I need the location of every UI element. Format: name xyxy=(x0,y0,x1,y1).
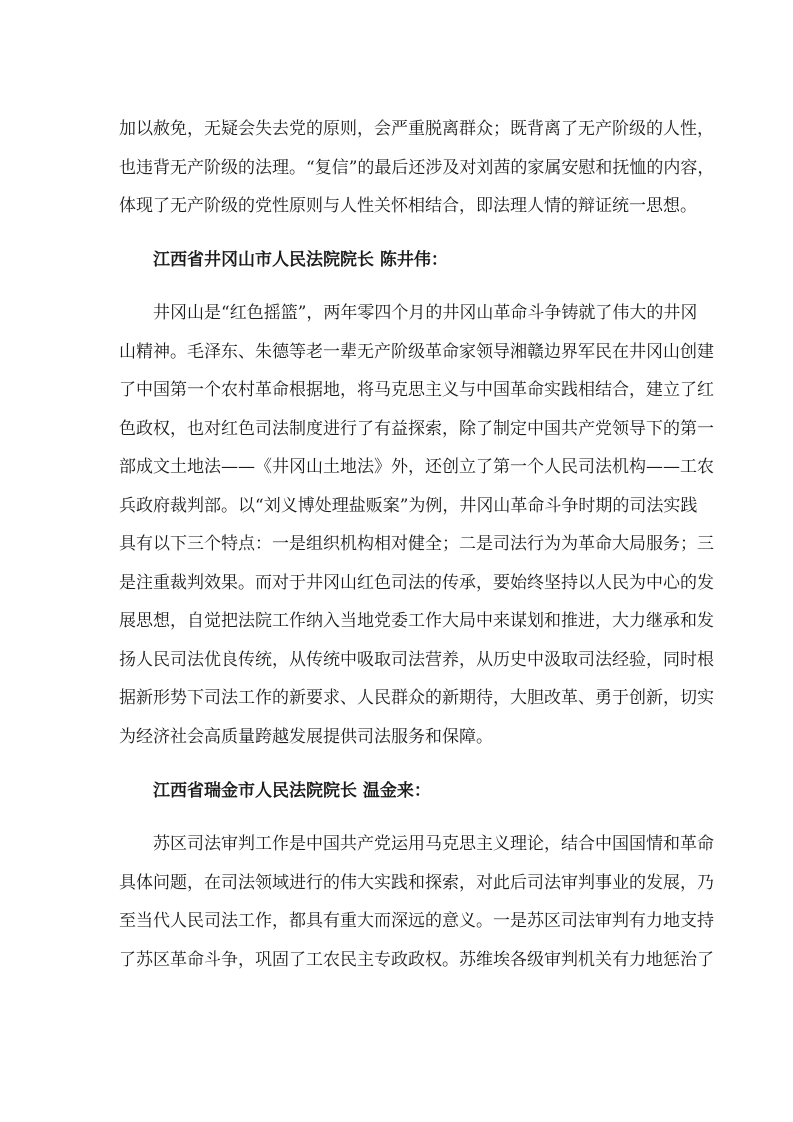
paragraph-line: 山精神。毛泽东、朱德等老一辈无产阶级革命家领导湘赣边界军民在井冈山创建 xyxy=(119,342,714,362)
paragraph-line: 了中国第一个农村革命根据地，将马克思主义与中国革命实践相结合，建立了红 xyxy=(119,380,714,400)
paragraph-line: 苏区司法审判工作是中国共产党运用马克思主义理论，结合中国国情和革命 xyxy=(153,834,714,854)
paragraph-line: 部成文土地法——《井冈山土地法》外，还创立了第一个人民司法机构——工农 xyxy=(119,457,714,477)
paragraph-line: 加以赦免，无疑会失去党的原则，会严重脱离群众；既背离了无产阶级的人性， xyxy=(119,119,714,139)
paragraph-line: 兵政府裁判部。以“刘义博处理盐贩案”为例，井冈山革命斗争时期的司法实践 xyxy=(119,496,698,516)
paragraph-line: 体现了无产阶级的党性原则与人性关怀相结合，即法理人情的辩证统一思想。 xyxy=(119,196,697,216)
paragraph-line: 色政权，也对红色司法制度进行了有益探索，除了制定中国共产党领导下的第一 xyxy=(119,419,714,439)
paragraph-line: 至当代人民司法工作，都具有重大而深远的意义。一是苏区司法审判有力地支持 xyxy=(119,911,714,931)
paragraph-line: 具体问题，在司法领域进行的伟大实践和探索，对此后司法审判事业的发展，乃 xyxy=(119,873,714,893)
paragraph-line: 了苏区革命斗争，巩固了工农民主专政政权。苏维埃各级审判机关有力地惩治了 xyxy=(119,950,714,970)
paragraph-line: 是注重裁判效果。而对于井冈山红色司法的传承，要始终坚持以人民为中心的发 xyxy=(119,573,714,593)
paragraph-line: 据新形势下司法工作的新要求、人民群众的新期待，大胆改革、勇于创新，切实 xyxy=(119,688,714,708)
paragraph-line: 也违背无产阶级的法理。“复信”的最后还涉及对刘茜的家属安慰和抚恤的内容， xyxy=(119,158,715,178)
paragraph-line: 展思想，自觉把法院工作纳入当地党委工作大局中来谋划和推进，大力继承和发 xyxy=(119,611,714,631)
section-heading: 江西省井冈山市人民法院院长 陈井伟： xyxy=(153,250,448,270)
paragraph-line: 扬人民司法优良传统，从传统中吸取司法营养，从历史中汲取司法经验，同时根 xyxy=(119,650,714,670)
paragraph-line: 井冈山是“红色摇篮”，两年零四个月的井冈山革命斗争铸就了伟大的井冈 xyxy=(153,303,698,323)
paragraph-line: 具有以下三个特点：一是组织机构相对健全；二是司法行为为革命大局服务；三 xyxy=(119,534,714,554)
section-heading: 江西省瑞金市人民法院院长 温金来： xyxy=(153,781,431,801)
paragraph-line: 为经济社会高质量跨越发展提供司法服务和保障。 xyxy=(119,727,493,747)
